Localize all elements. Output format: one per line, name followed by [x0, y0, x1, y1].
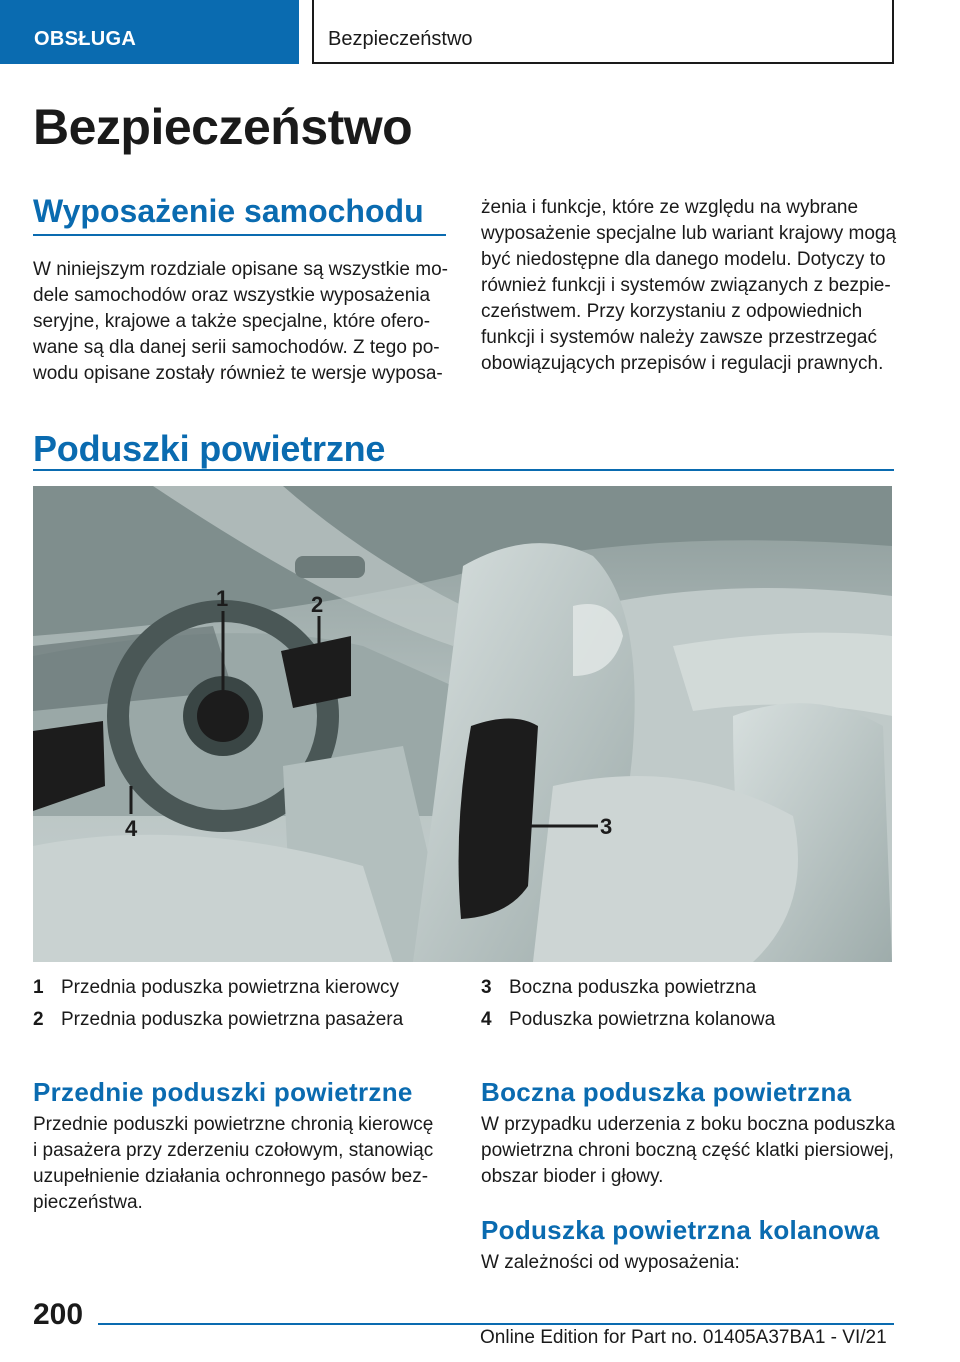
section-tab-label: OBSŁUGA: [34, 28, 137, 50]
legend-number: 4: [481, 1009, 492, 1030]
legend-text: Poduszka powietrzna kolanowa: [509, 1009, 776, 1030]
legend-left: [33, 975, 453, 1035]
side-airbag-heading: Boczna poduszka powietrzna: [481, 1077, 852, 1107]
text-line: być niedostępne dla danego modelu. Dotyczy to: [481, 249, 886, 270]
callout-1: 1: [216, 586, 229, 611]
callout-4: 4: [125, 816, 138, 841]
text-line: i pasażera przy zderzeniu czołowym, stanowiąc: [33, 1140, 434, 1161]
airbags-rule: [33, 469, 894, 471]
page-title: Bezpieczeństwo: [33, 99, 413, 155]
page-number: 200: [33, 1298, 84, 1331]
text-line: W niniejszym rozdziale opisane są wszystkie mo-: [33, 259, 448, 280]
text-line: obowiązujących przepisów i regulacji prawnych.: [481, 353, 884, 374]
legend-number: 3: [481, 977, 492, 998]
footer-rule: [98, 1323, 894, 1325]
text-line: wyposażenie specjalne lub wariant krajowy mogą: [481, 223, 897, 244]
text-line: obszar bioder i głowy.: [481, 1166, 664, 1187]
breadcrumb: [312, 0, 894, 64]
equipment-rule: [33, 234, 446, 236]
legend-text: Boczna poduszka powietrzna: [509, 977, 757, 998]
text-line: żenia i funkcje, które ze względu na wybrane: [481, 197, 859, 218]
equipment-text-col2: [481, 195, 896, 377]
equipment-heading-block: [33, 193, 424, 230]
front-airbags-heading: Przednie poduszki powietrzne: [33, 1077, 413, 1107]
text-line: uzupełnienie działania ochronnego pasów bez-: [33, 1166, 429, 1187]
equipment-text-col1: [33, 257, 448, 387]
side-airbag-text: [481, 1112, 895, 1190]
text-line: funkcji i systemów należy zawsze przestrzegać: [481, 327, 877, 348]
text-line: W zależności od wyposażenia:: [481, 1252, 740, 1273]
legend-number: 1: [33, 977, 44, 998]
knee-airbag-heading: Poduszka powietrzna kolanowa: [481, 1215, 880, 1245]
text-line: seryjne, krajowe a także specjalne, które ofero-: [33, 311, 431, 332]
text-line: pieczeństwa.: [33, 1192, 143, 1213]
airbag-1-driver: [197, 690, 249, 742]
text-line: również funkcji i systemów związanych z bezpie-: [481, 275, 891, 296]
callout-2: 2: [311, 592, 324, 617]
text-line: Przednie poduszki powietrzne chronią kierowcę: [33, 1114, 434, 1135]
airbags-heading: Poduszki powietrzne: [33, 428, 386, 469]
text-line: W przypadku uderzenia z boku boczna poduszka: [481, 1114, 896, 1135]
airbag-illustration: [33, 486, 892, 962]
text-line: powietrzna chroni boczną część klatki piersiowej,: [481, 1140, 894, 1161]
breadcrumb-label: Bezpieczeństwo: [328, 28, 473, 50]
equipment-heading: Wyposażenie samochodu: [33, 193, 424, 229]
text-line: czeństwem. Przy korzystaniu z odpowiednich: [481, 301, 863, 322]
front-airbags-text: [33, 1112, 433, 1216]
legend-item: [481, 975, 891, 1001]
legend-text: Przednia poduszka powietrzna pasażera: [61, 1009, 404, 1030]
legend-right: [481, 975, 891, 1035]
text-line: wane są dla danej serii samochodów. Z tego po-: [33, 337, 440, 358]
knee-airbag-text: [481, 1250, 740, 1276]
text-line: wodu opisane zostały również te wersje wyposa-: [33, 363, 443, 384]
text-line: dele samochodów oraz wszystkie wyposażenia: [33, 285, 431, 306]
callout-3: 3: [600, 814, 613, 839]
section-tab[interactable]: [0, 0, 299, 64]
legend-item: [33, 1007, 453, 1033]
legend-item: [481, 1007, 891, 1033]
legend-number: 2: [33, 1009, 44, 1030]
edition-label: Online Edition for Part no. 01405A37BA1 - VI/21: [480, 1327, 887, 1348]
legend-item: [33, 975, 453, 1001]
legend-text: Przednia poduszka powietrzna kierowcy: [61, 977, 399, 998]
